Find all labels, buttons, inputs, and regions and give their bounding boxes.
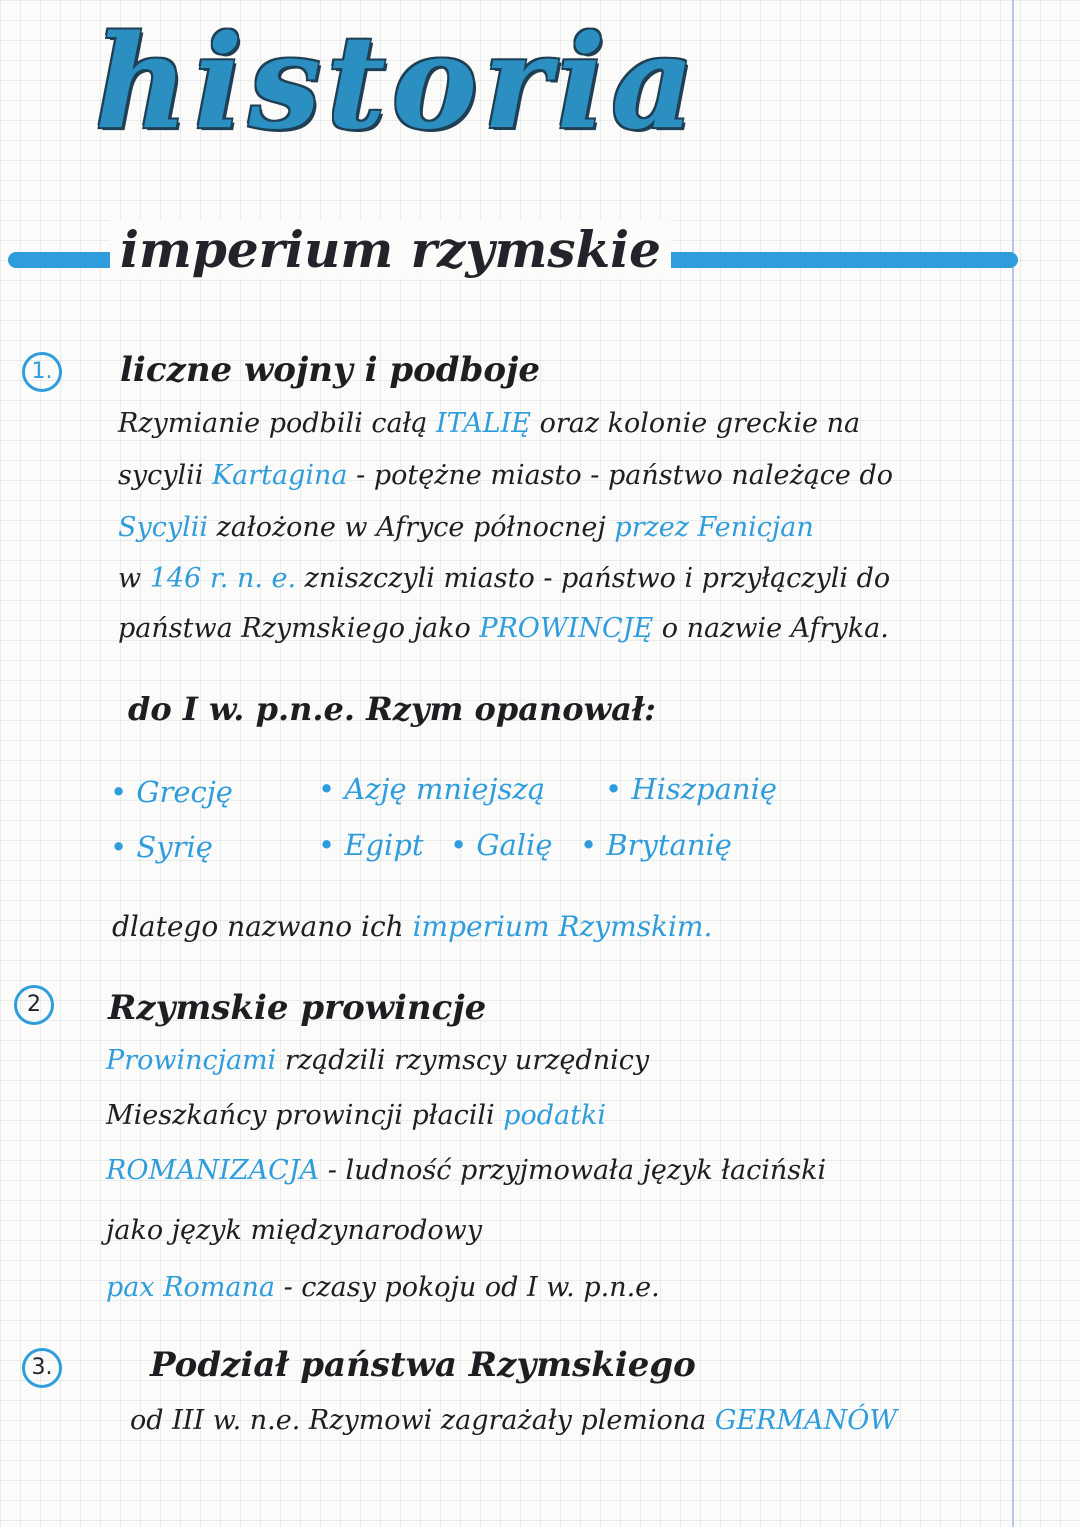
section-1-line-4: w 146 r. n. e. zniszczyli miasto - państwo i przyłączyli do — [118, 563, 891, 594]
section-1-heading: liczne wojny i podboje — [120, 350, 540, 390]
section-2-line-3: ROMANIZACJA - ludność przyjmowała język łaciński — [106, 1155, 827, 1186]
section-2-line-2: Mieszkańcy prowincji płacili podatki — [106, 1100, 606, 1131]
bullet-egipt: • Egipt — [318, 828, 424, 862]
section-1-number: 1. — [22, 352, 62, 392]
section-2-line-4: jako język międzynarodowy — [106, 1215, 482, 1246]
section-3-number: 3. — [22, 1348, 62, 1388]
section-3-line-1: od III w. n.e. Rzymowi zagrażały plemiona GERMANÓW — [130, 1405, 898, 1436]
section-2-heading: Rzymskie prowincje — [108, 988, 487, 1028]
page-title: historia — [95, 8, 701, 158]
section-1-line-1: Rzymianie podbili całą ITALIĘ oraz kolonie greckie na — [118, 408, 861, 439]
bullet-hiszpania: • Hiszpanię — [605, 772, 778, 806]
bullet-galia: • Galię — [450, 828, 553, 862]
section-2-number: 2 — [14, 985, 54, 1025]
section-1-line-5: państwa Rzymskiego jako PROWINCJĘ o nazwie Afryka. — [118, 613, 889, 644]
section-2-line-1: Prowincjami rządzili rzymscy urzędnicy — [106, 1045, 650, 1076]
section-2-line-5: pax Romana - czasy pokoju od I w. p.n.e. — [106, 1272, 660, 1303]
bullet-grecja: • Grecję — [110, 775, 233, 809]
section-1-conclusion: dlatego nazwano ich imperium Rzymskim. — [112, 910, 713, 943]
conquered-intro: do I w. p.n.e. Rzym opanował: — [128, 690, 656, 728]
section-3-heading: Podział państwa Rzymskiego — [150, 1345, 696, 1385]
page-margin-line — [1012, 0, 1014, 1527]
bullet-brytania: • Brytanię — [580, 828, 732, 862]
section-1-line-3: Sycylii założone w Afryce północnej przez Fenicjan — [118, 512, 814, 543]
section-1-line-2: sycylii Kartagina - potężne miasto - państwo należące do — [118, 460, 894, 491]
bullet-syria: • Syrię — [110, 830, 213, 864]
bullet-azja: • Azję mniejszą — [318, 772, 545, 806]
page-subtitle: imperium rzymskie — [110, 220, 671, 279]
